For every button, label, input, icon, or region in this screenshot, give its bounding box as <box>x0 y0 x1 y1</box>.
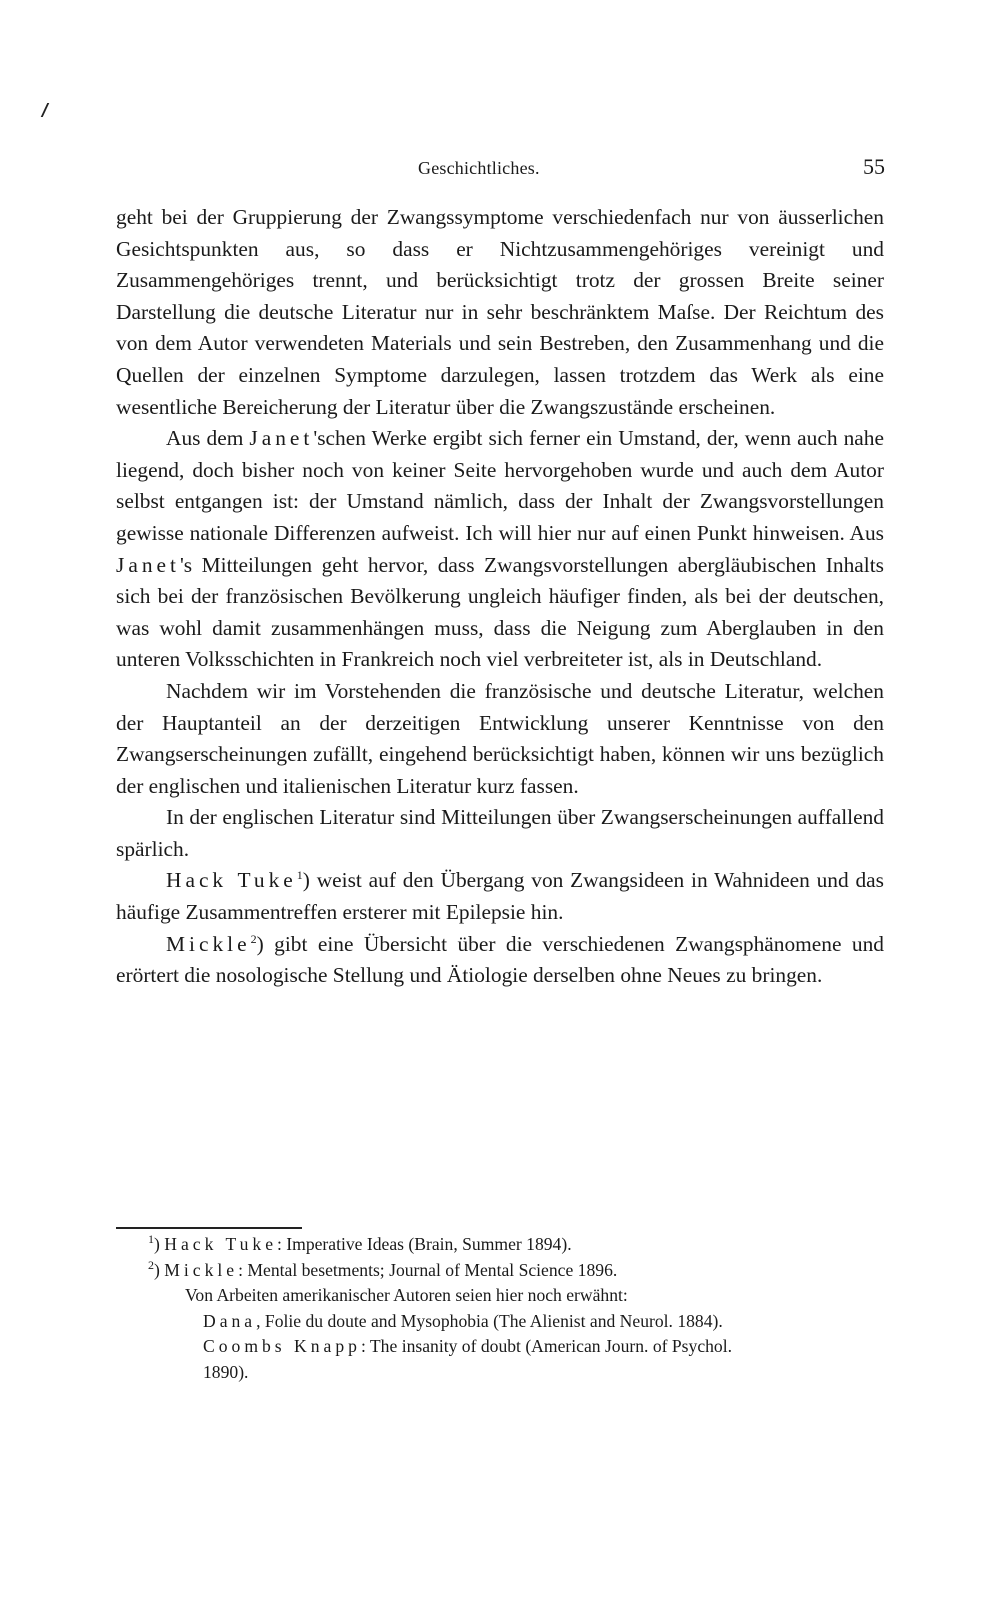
margin-mark <box>41 103 56 117</box>
running-title: Geschichtliches. <box>418 158 540 178</box>
paragraph-3: Nachdem wir im Vorstehenden die französische und deutsche Literatur, welchen der Hauptanteil an der derzeitigen Entwicklung unserer Kenntnisse von den Zwangserscheinungen zufällt, eingehend berücksichtigt haben, können wir uns bezüglich der englischen und italienischen Literatur kurz fassen. <box>116 678 884 798</box>
footnote-separator <box>116 1227 302 1229</box>
paragraph-2-text-c: 's Mitteilungen geht hervor, dass Zwangsvorstellungen abergläubischen Inhalts sich bei der französischen Bevölkerung ungleich häufiger finden, als bei der deutschen, was wohl damit zusammenhängen muss, dass die Neigung zum Aberglauben in den unteren Volksschichten in Frankreich noch viel verbreiteter ist, als in Deutschland. <box>116 552 884 672</box>
footnote-ref-2: 2 <box>250 931 257 946</box>
paragraph-2-text-b: 'schen Werke ergibt sich ferner ein Umstand, der, wenn auch nahe liegend, doch bisher noch von keiner Seite hervorgehoben wurde und auch dem Autor selbst entgangen ist: der Umstand nämlich, dass der Inhalt der Zwangsvorstellungen gewisse nationale Differenzen aufweist. Ich will hier nur auf einen Punkt hinweisen. Aus <box>116 426 884 545</box>
author-name-janet-2: Janet <box>116 552 180 577</box>
footnote-1: $^1$) Hack Tuke: Imperative Ideas (Brain, Summer 1894). <box>148 1232 572 1254</box>
paragraph-4: In der englischen Literatur sind Mitteilungen über Zwangserscheinungen auffallend spärlich. <box>116 805 884 861</box>
footnote-2-author: Mickle <box>164 1259 239 1280</box>
page-number: 55 <box>863 154 885 179</box>
footnote-1-mark: 1 <box>148 1232 154 1247</box>
footnote-2-dana-text: , Folie du doute and Mysophobia (The Alienist and Neurol. 1884). <box>256 1310 723 1331</box>
paragraph-6-text: ) gibt eine Übersicht über die verschiedenen Zwangsphänomene und erörtert die nosologische Stellung und Ätiologie derselben ohne Neues zu bringen. <box>116 931 884 988</box>
paragraph-5 <box>116 865 884 928</box>
footnote-2-coombs-text: : The insanity of doubt (American Journ. of Psychol. <box>360 1336 733 1357</box>
author-name-mickle: Mickle <box>166 931 251 956</box>
paragraph-2-text-a: Aus dem <box>166 426 250 451</box>
footnote-2-coombs-year: 1890). <box>203 1361 249 1382</box>
author-name-hack-tuke: Hack Tuke <box>166 868 297 893</box>
footnote-1-text: : Imperative Ideas (Brain, Summer 1894). <box>277 1234 572 1254</box>
footnote-2-line-2: Von Arbeiten amerikanischer Autoren seien hier noch erwähnt: <box>185 1285 628 1306</box>
paragraph-6 <box>116 929 884 992</box>
footnote-ref-1: 1 <box>296 868 303 883</box>
footnote-2-coombs <box>148 1334 872 1360</box>
footnote-2-text: : Mental besetments; Journal of Mental Science 1896. <box>238 1259 618 1280</box>
paragraph-1: geht bei der Gruppierung der Zwangssymptome verschiedenfach nur von äusserlichen Gesichtspunkten aus, so dass er Nichtzusammengehöriges vereinigt und Zusammengehöriges trennt, und berücksichtigt trotz der grossen Breite seiner Darstellung die deutsche Literatur nur in sehr beschränktem Maſse. Der Reichtum des von dem Autor verwendeten Materials und sein Bestreben, den Zusammenhang und die Quellen der einzelnen Symptome darzulegen, lassen trotzdem das Werk als eine wesentliche Bereicherung der Literatur über die Zwangszustände erscheinen. <box>116 205 884 419</box>
footnotes <box>148 1232 872 1386</box>
body-text <box>116 202 884 992</box>
paragraph-5-text: ) weist auf den Übergang von Zwangsideen in Wahnideen und das häufige Zusammentreffen ersterer mit Epilepsie hin. <box>116 868 884 925</box>
author-name-janet: Janet <box>249 426 314 451</box>
page-header <box>116 154 885 184</box>
footnote-2-dana-author: Dana <box>203 1310 257 1331</box>
footnote-2-dana <box>148 1309 872 1335</box>
footnote-1-author: Hack Tuke <box>164 1234 277 1254</box>
footnote-2-coombs-author: Coombs Knapp <box>203 1336 361 1357</box>
paragraph-2 <box>116 423 884 676</box>
footnote-2: $^2$) Mickle: Mental besetments; Journal of Mental Science 1896. <box>148 1257 618 1280</box>
footnote-2-mark: 2 <box>148 1257 154 1272</box>
